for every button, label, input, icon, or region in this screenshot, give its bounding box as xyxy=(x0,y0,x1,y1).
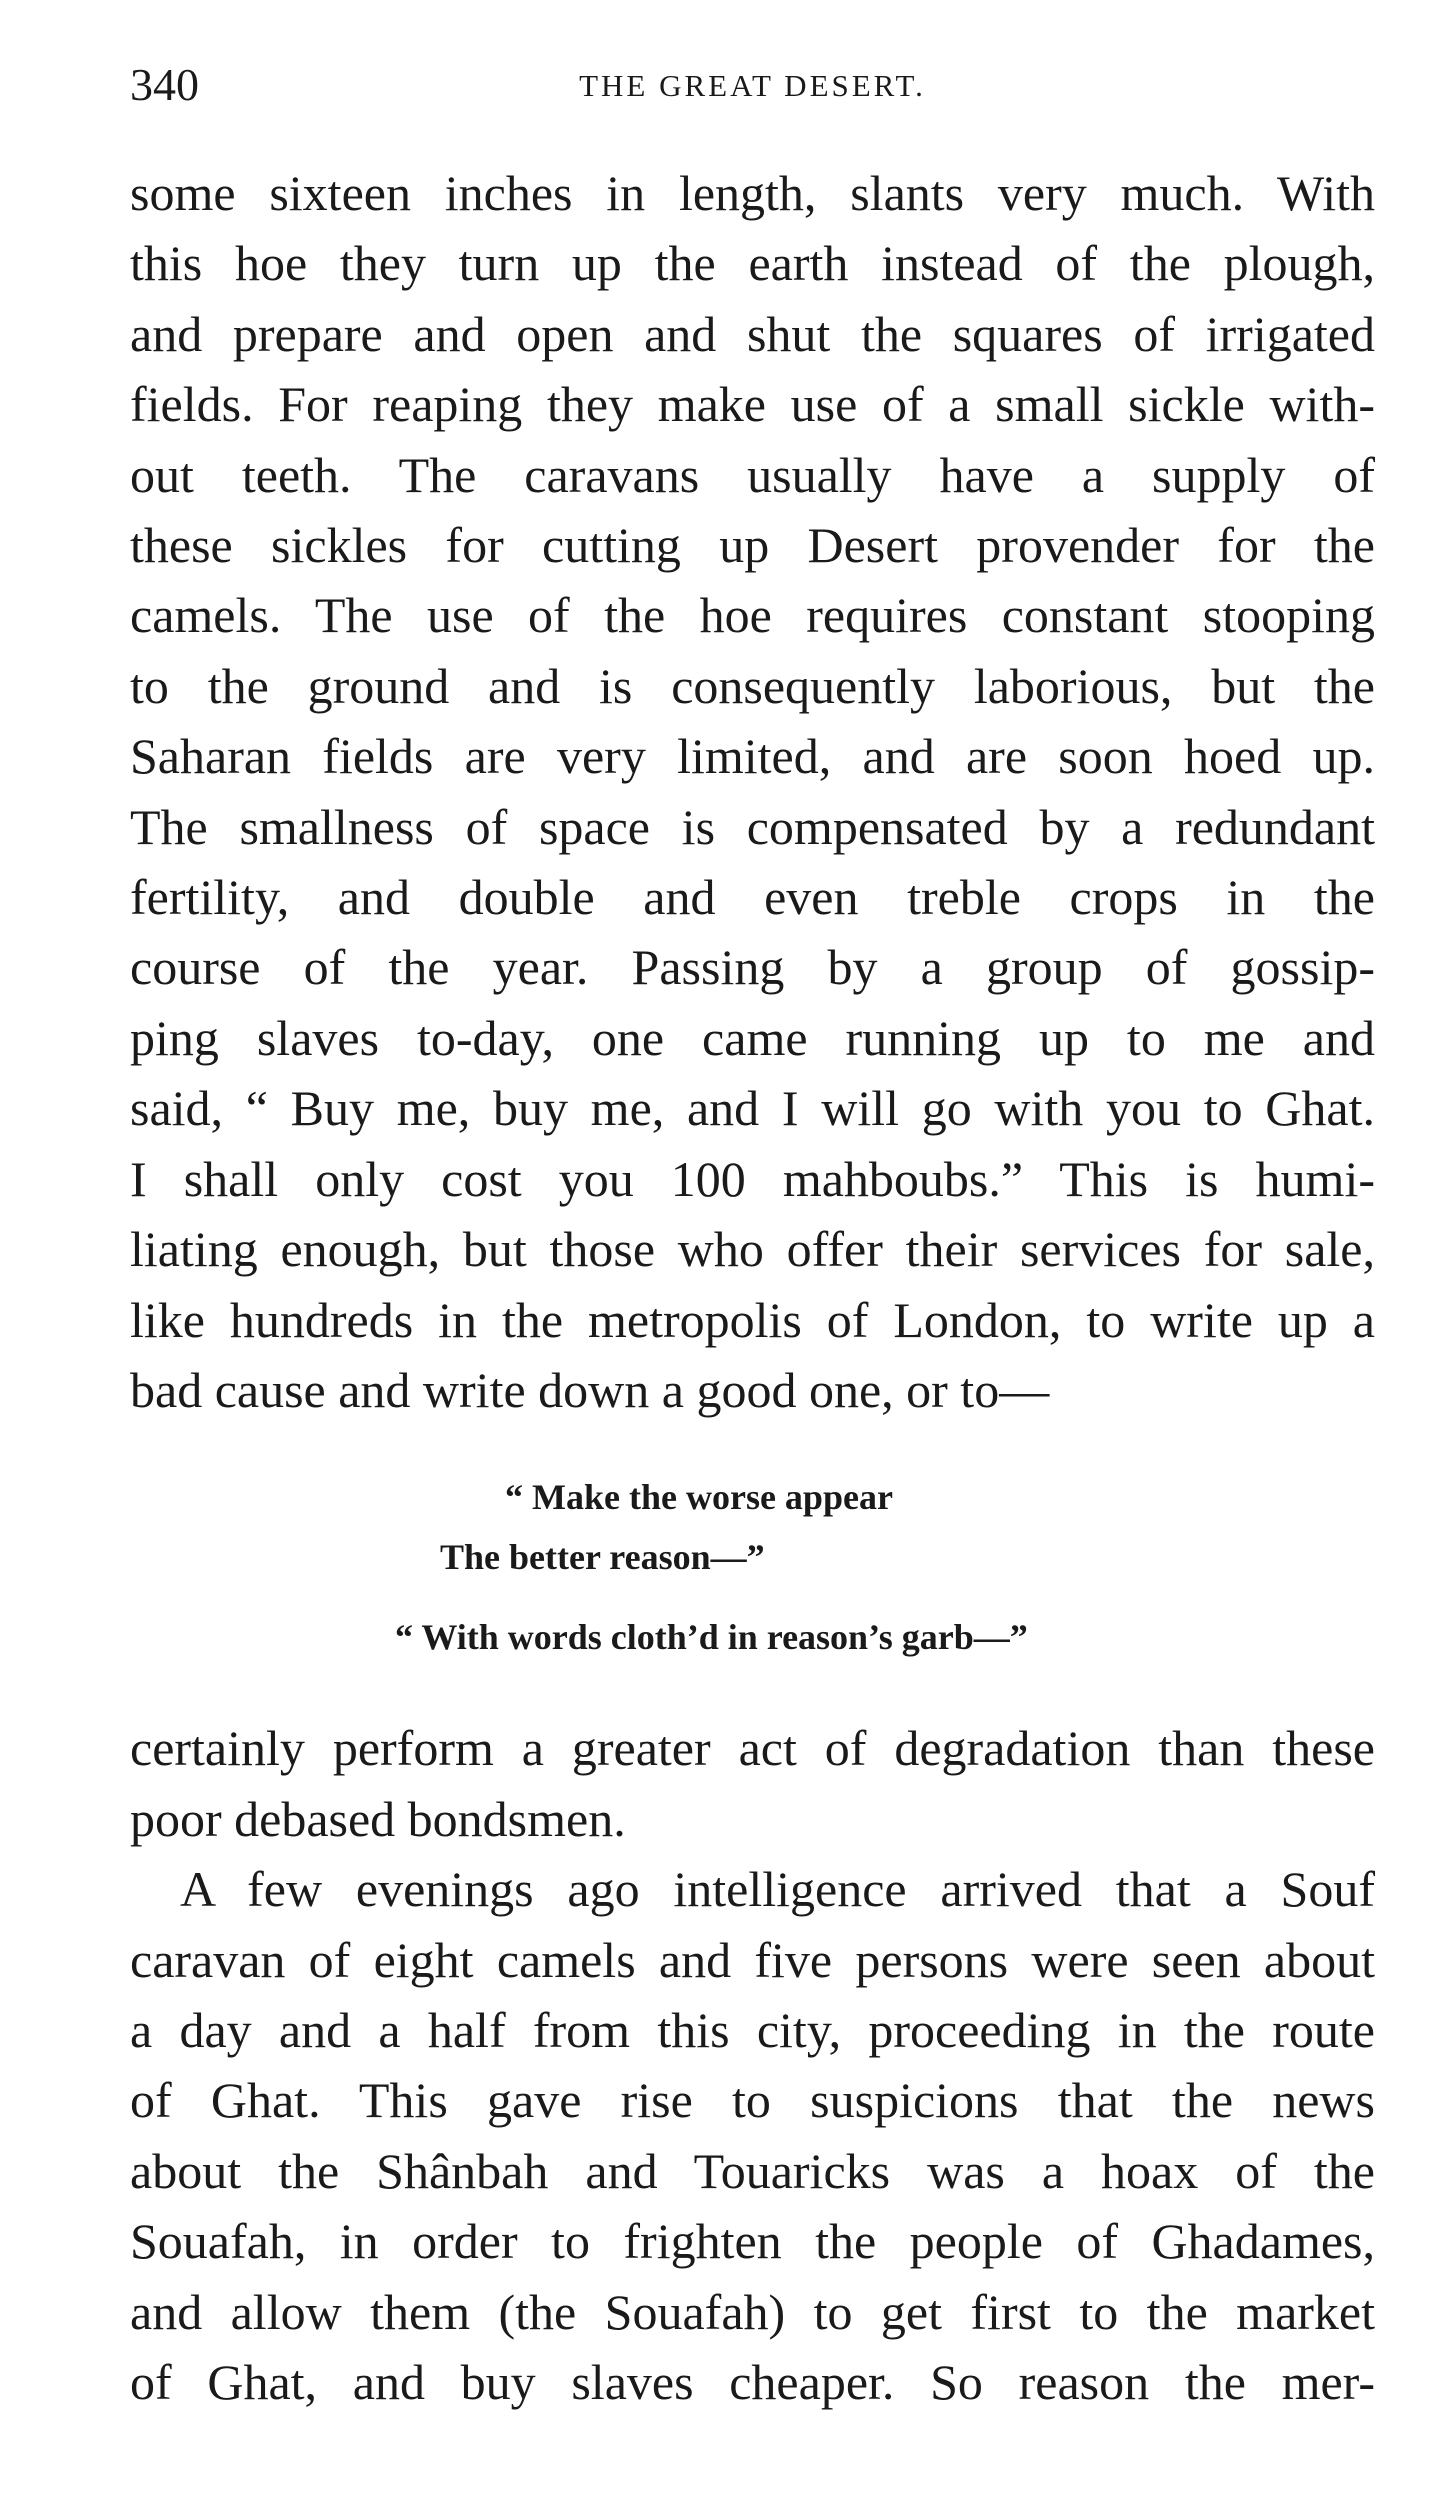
text-line: out teeth. The caravans usually have a supply of xyxy=(130,446,1375,503)
text-line: Saharan fields are very limited, and are soon hoed up. xyxy=(130,728,1375,785)
text-line: of Ghat. This gave rise to suspicions that the news xyxy=(130,2072,1375,2129)
text-line: I shall only cost you 100 mahboubs.” This is humi- xyxy=(130,1150,1375,1207)
text-line: bad cause and write down a good one, or to— xyxy=(130,1361,1050,1418)
text-line: liating enough, but those who offer their services for sale, xyxy=(130,1221,1375,1278)
text-line: these sickles for cutting up Desert provender for the xyxy=(130,517,1375,574)
block-quote-1 xyxy=(130,1467,1375,1587)
text-line: to the ground and is consequently laborious, but the xyxy=(130,657,1375,714)
text-line: certainly perform a greater act of degradation than these xyxy=(130,1720,1375,1777)
book-page xyxy=(130,50,1375,2417)
quote-line: “ With words cloth’d in reason’s garb—” xyxy=(395,1617,1028,1658)
text-line: A few evenings ago intelligence arrived that a Souf xyxy=(180,1861,1375,1918)
block-quote-2 xyxy=(130,1607,1375,1667)
text-line: and prepare and open and shut the squares of irrigated xyxy=(130,305,1375,362)
page-number: 340 xyxy=(130,59,199,110)
running-title: THE GREAT DESERT. xyxy=(579,68,926,103)
text-line: a day and a half from this city, proceeding in the route xyxy=(130,2001,1375,2058)
text-line: Souafah, in order to frighten the people of Ghadames, xyxy=(130,2213,1375,2270)
text-line: course of the year. Passing by a group of gossip- xyxy=(130,939,1375,996)
text-line: this hoe they turn up the earth instead of the plough, xyxy=(130,235,1375,292)
text-line: fertility, and double and even treble crops in the xyxy=(130,869,1375,926)
text-line: ping slaves to-day, one came running up to me and xyxy=(130,1009,1375,1066)
text-line: camels. The use of the hoe requires constant stooping xyxy=(130,587,1375,644)
paragraph-1 xyxy=(130,158,1375,1425)
text-line: poor debased bondsmen. xyxy=(130,1790,626,1847)
paragraph-2 xyxy=(130,1713,1375,1854)
quote-line: The better reason—” xyxy=(440,1537,765,1578)
text-line: some sixteen inches in length, slants very much. With xyxy=(130,165,1375,221)
paragraph-3 xyxy=(130,1854,1375,2417)
text-line: The smallness of space is compensated by a redundant xyxy=(130,798,1375,855)
text-line: about the Shânbah and Touaricks was a hoax of the xyxy=(130,2142,1375,2199)
text-line: like hundreds in the metropolis of London, to write up a xyxy=(130,1291,1375,1348)
text-line: said, “ Buy me, buy me, and I will go with you to Ghat. xyxy=(130,1080,1375,1137)
page-header xyxy=(130,50,1375,130)
quote-line: “ Make the worse appear xyxy=(505,1477,893,1518)
text-line: of Ghat, and buy slaves cheaper. So reason the mer- xyxy=(130,2353,1375,2410)
text-line: fields. For reaping they make use of a small sickle with- xyxy=(130,376,1375,433)
text-line: and allow them (the Souafah) to get first to the market xyxy=(130,2283,1375,2340)
text-line: caravan of eight camels and five persons were seen about xyxy=(130,1931,1375,1988)
